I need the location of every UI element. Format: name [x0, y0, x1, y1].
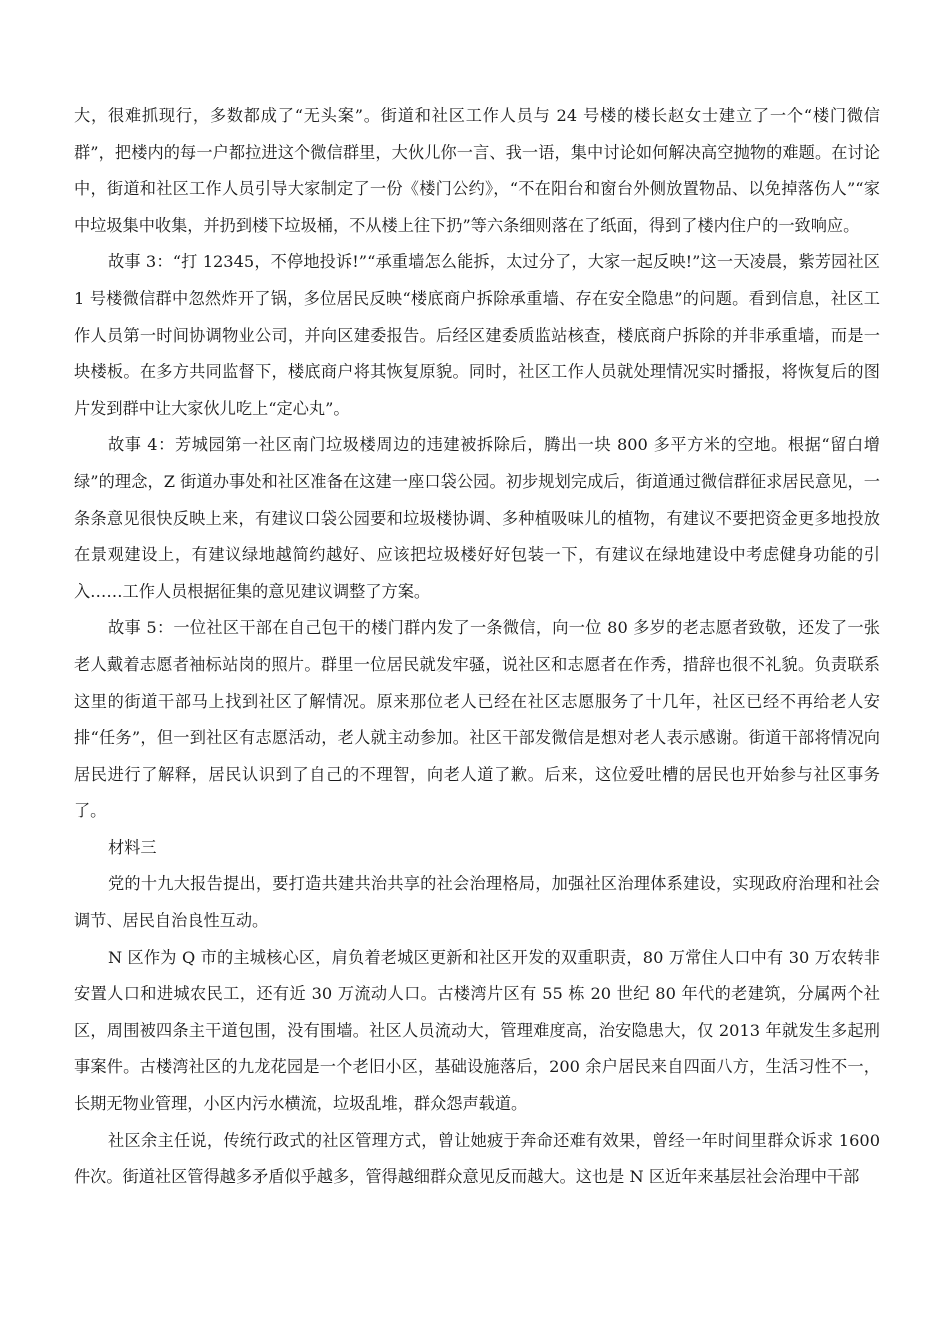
- document-body: [74, 98, 880, 1196]
- paragraph-report: 党的十九大报告提出，要打造共建共治共享的社会治理格局，加强社区治理体系建设，实现政府治理和社会调节、居民自治良性互动。: [74, 874, 880, 931]
- paragraph-story-5: 故事 5：一位社区干部在自己包干的楼门群内发了一条微信，向一位 80 多岁的老志愿者致敬，还发了一张老人戴着志愿者袖标站岗的照片。群里一位居民就发牢骚，说社区和志愿者在作秀，措辞也很不礼貌。负责联系这里的街道干部马上找到社区了解情况。原来那位老人已经在社区志愿服务了十几年，社区已经不再给老人安排“任务”，但一到社区有志愿活动，老人就主动参加。社区干部发微信是想对老人表示感谢。街道干部将情况向居民进行了解释，居民认识到了自己的不理智，向老人道了歉。后来，这位爱吐槽的居民也开始参与社区事务了。: [74, 618, 880, 821]
- paragraph-director-yu: 社区余主任说，传统行政式的社区管理方式，曾让她疲于奔命还难有效果，曾经一年时间里群众诉求 1600 件次。街道社区管得越多矛盾似乎越多，管得越细群众意见反而越大。这也是 N 区近年来基层社会治理中干部: [74, 1130, 880, 1187]
- paragraph-n-district: N 区作为 Q 市的主城核心区，肩负着老城区更新和社区开发的双重职责，80 万常住人口中有 30 万农转非安置人口和进城农民工，还有近 30 万流动人口。古楼湾片区有 55 栋 20 世纪 80 年代的老建筑，分属两个社区，周围被四条主干道包围，没有围墙。社区人员流动大，管理难度高，治安隐患大，仅 2013 年就发生多起刑事案件。古楼湾社区的九龙花园是一个老旧小区，基础设施落后，200 余户居民来自四面八方，生活习性不一，长期无物业管理，小区内污水横流，垃圾乱堆，群众怨声载道。: [74, 947, 880, 1114]
- paragraph-continuation: 大，很难抓现行，多数都成了“无头案”。街道和社区工作人员与 24 号楼的楼长赵女士建立了一个“楼门微信群”，把楼内的每一户都拉进这个微信群里，大伙儿你一言、我一语，集中讨论如何解决高空抛物的难题。在讨论中，街道和社区工作人员引导大家制定了一份《楼门公约》，“不在阳台和窗台外侧放置物品、以免掉落伤人”“家中垃圾集中收集，并扔到楼下垃圾桶，不从楼上往下扔”等六条细则落在了纸面，得到了楼内住户的一致响应。: [74, 106, 880, 235]
- section-heading-material-3: 材料三: [108, 837, 157, 857]
- paragraph-story-4: 故事 4：芳城园第一社区南门垃圾楼周边的违建被拆除后，腾出一块 800 多平方米的空地。根据“留白增绿”的理念，Z 街道办事处和社区准备在这建一座口袋公园。初步规划完成后，街道通过微信群征求居民意见，一条条意见很快反映上来，有建议口袋公园要和垃圾楼协调、多种植吸味儿的植物，有建议不要把资金更多地投放在景观建设上，有建议绿地越简约越好、应该把垃圾楼好好包装一下，有建议在绿地建设中考虑健身功能的引入……工作人员根据征集的意见建议调整了方案。: [74, 435, 880, 601]
- paragraph-story-3: 故事 3：“打 12345，不停地投诉!”“承重墙怎么能拆，太过分了，大家一起反映!”这一天凌晨，紫芳园社区 1 号楼微信群中忽然炸开了锅，多位居民反映“楼底商户拆除承重墙、存在安全隐患”的问题。看到信息，社区工作人员第一时间协调物业公司，并向区建委报告。后经区建委质监站核查，楼底商户拆除的并非承重墙，而是一块楼板。在多方共同监督下，楼底商户将其恢复原貌。同时，社区工作人员就处理情况实时播报，将恢复后的图片发到群中让大家伙儿吃上“定心丸”。: [74, 252, 880, 418]
